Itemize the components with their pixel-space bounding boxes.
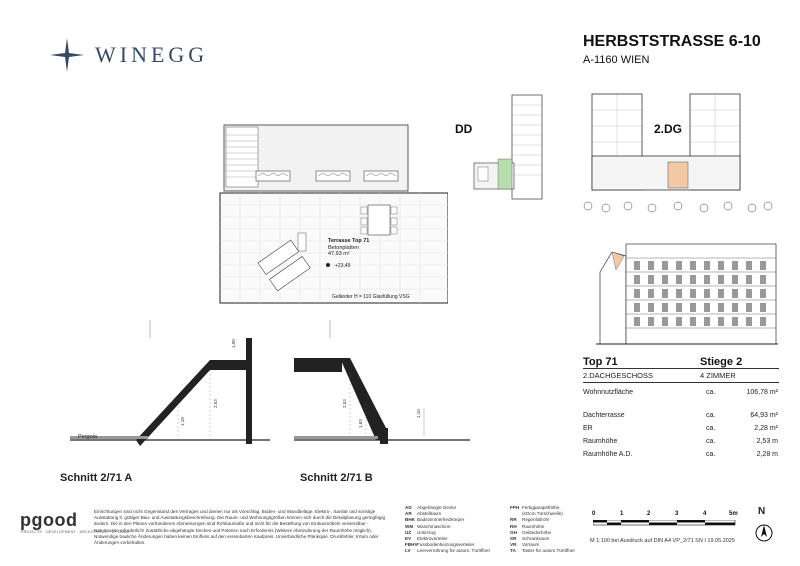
area-row-prefix: ca.	[706, 451, 716, 458]
scale-note: M 1:100 bei Ausdruck auf DIN A4 VP_2/71 SN I 19.05.2025	[590, 538, 735, 544]
info-divider-bottom	[583, 382, 779, 383]
dd-label: DD	[455, 122, 473, 136]
unit-rooms: 4 ZIMMER	[700, 371, 736, 380]
legend-entry	[510, 548, 590, 554]
legend-value: Fussbodenheizungsverteiler	[417, 542, 475, 548]
scale-bar	[593, 520, 743, 526]
abbreviation-legend-col1	[405, 505, 495, 555]
pgood-logo-subtitle: PROJECTS · DEVELOPMENT · ARCHITEKTUR · ZT GMBH	[21, 530, 130, 534]
svg-text:1,00: 1,00	[231, 339, 236, 348]
railing-note: Geländer H = 110 Glasfüllung VSG	[332, 294, 410, 300]
scale-label: 2	[647, 511, 651, 517]
legend-value: Abgehängte Decke	[417, 505, 457, 510]
terrace-label	[328, 238, 369, 258]
legend-key: EV	[405, 536, 412, 542]
legend-value: Raumhöhe	[522, 523, 545, 529]
area-row-value: 2,28 m²	[754, 425, 778, 432]
legend-value: Schrankraum	[522, 536, 550, 542]
scale-label: 5m	[729, 511, 738, 517]
terrace-floor-plan	[218, 123, 448, 305]
scale-label: 3	[675, 511, 679, 517]
legend-value: Waschmaschine	[417, 523, 451, 529]
legend-key: BHK	[405, 517, 415, 523]
dg-label: 2.DG	[654, 122, 683, 136]
scale-label: 0	[592, 511, 596, 517]
area-row-label: ER	[583, 425, 593, 432]
legend-value: Taster für autom.Türöffner	[522, 548, 576, 554]
area-row-prefix: ca.	[706, 425, 716, 432]
area-row-prefix: ca.	[706, 412, 716, 419]
info-divider-top	[583, 368, 779, 369]
terrace-area: 47,93 m²	[328, 251, 350, 257]
legend-value: Abstellraum	[417, 511, 442, 517]
winegg-star-logo-icon	[50, 38, 84, 72]
legend-key: RR	[510, 517, 517, 523]
legend-key: VR	[510, 542, 517, 548]
area-row-value: 64,93 m²	[750, 412, 778, 419]
dd-key-plan	[470, 93, 550, 203]
legend-key: WM	[405, 523, 414, 529]
section-a-drawing	[60, 318, 270, 448]
legend-key: UZ	[405, 529, 412, 535]
pergola-label: Pergola	[78, 434, 97, 440]
unit-top: Top 71	[583, 356, 618, 368]
area-row-prefix: ca.	[706, 389, 716, 396]
legend-key: FBHV	[405, 542, 418, 548]
legend-value: Leerverrohrung für autom. Türöffner	[417, 548, 491, 554]
svg-text:1,10: 1,10	[416, 409, 421, 418]
area-row-label: Wohnnutzfläche	[583, 389, 634, 396]
brand-logo-text: WINEGG	[95, 42, 209, 67]
legend-value: Elektroverteiler	[417, 536, 448, 542]
area-row-label: Dachterrasse	[583, 412, 625, 419]
legend-value: Unterzug	[417, 529, 436, 535]
unit-stair: Stiege 2	[700, 356, 743, 368]
abbreviation-legend-col2	[510, 505, 590, 555]
terrace-height-marker: +23,49	[335, 263, 351, 269]
svg-text:2,53: 2,53	[342, 399, 347, 408]
legend-key: FPH	[510, 505, 520, 510]
area-row-value: 106,78 m²	[746, 389, 778, 396]
legend-key: AR	[405, 511, 412, 517]
terrace-floor-material: Betonplatten	[328, 244, 359, 251]
legend-entry	[405, 548, 495, 554]
building-elevation	[596, 240, 778, 346]
legend-value: Geländerhöhe	[522, 529, 552, 535]
legend-key: RH	[510, 523, 517, 529]
legend-value: Vorraum	[522, 542, 540, 548]
scale-label: 1	[620, 511, 624, 517]
legend-value: Fertigparapethöhe	[522, 505, 560, 510]
disclaimer-text: Einrichtungen sind nicht Gegenstand des Vertrages und dienen nur als Vorschlag. Boden- und Wandbeläge, Elektro-, Sanitär und sonstige Ausstattung lt. gültiger Bau- und Ausstattungsbeschreibung. Die Raum- und Wohnungsgrößen können sich durch die Detailplanung geringfügig ändern. Die in den Plänen vorhandenen Abmessungen sind Rohbaumaße und nicht für die Bestellung von Einbaumöbeln verwendbar - Naturmasse erforderlich! Zusätzliche abgehängte Decken und Poterien nach Erfordernis (Weitere Abminderung der Raumhöhe möglich). Notwendige bauliche Änderungen haben keinen Einfluss auf den vereinbarten Kaufpreis. Unverbindliche Plankopie. Druckfehler, Irrtum oder Änderungen vorbehalten.	[94, 509, 386, 546]
north-arrow-icon	[754, 515, 774, 543]
north-label: N	[758, 506, 766, 517]
pgood-logo: pgood	[20, 510, 78, 530]
section-b-label: Schnitt 2/71 B	[300, 472, 373, 484]
section-b-drawing	[290, 318, 470, 448]
legend-key: SR	[510, 536, 517, 542]
unit-floor: 2.DACHGESCHOSS	[583, 371, 654, 380]
legend-key: GH	[510, 529, 517, 535]
svg-text:1,10: 1,10	[180, 417, 185, 426]
address-street: HERBSTSTRASSE 6-10	[583, 33, 761, 50]
area-row-value: 2,28 m	[756, 451, 778, 458]
legend-key: AD	[405, 505, 412, 510]
legend-value: Regenfallrohr	[522, 517, 550, 523]
dg-key-plan	[580, 90, 780, 218]
address-city: A-1160 WIEN	[583, 54, 650, 66]
area-row-prefix: ca.	[706, 438, 716, 445]
section-a-label: Schnitt 2/71 A	[60, 472, 133, 484]
legend-value: Badezimmerheizkörper	[417, 517, 465, 523]
svg-text:1,63: 1,63	[358, 419, 363, 428]
legend-value: (sOcm Türschwelle)	[522, 511, 563, 517]
area-row-label: Raumhöhe	[583, 438, 618, 445]
legend-key: TA	[510, 548, 516, 554]
area-row-value: 2,53 m	[756, 438, 778, 445]
svg-text:2,53: 2,53	[213, 399, 218, 408]
scale-label: 4	[703, 511, 707, 517]
terrace-name: Terrasse Top 71	[328, 238, 370, 244]
area-row-label: Raumhöhe A.D.	[583, 451, 633, 458]
legend-key: LV	[405, 548, 411, 554]
